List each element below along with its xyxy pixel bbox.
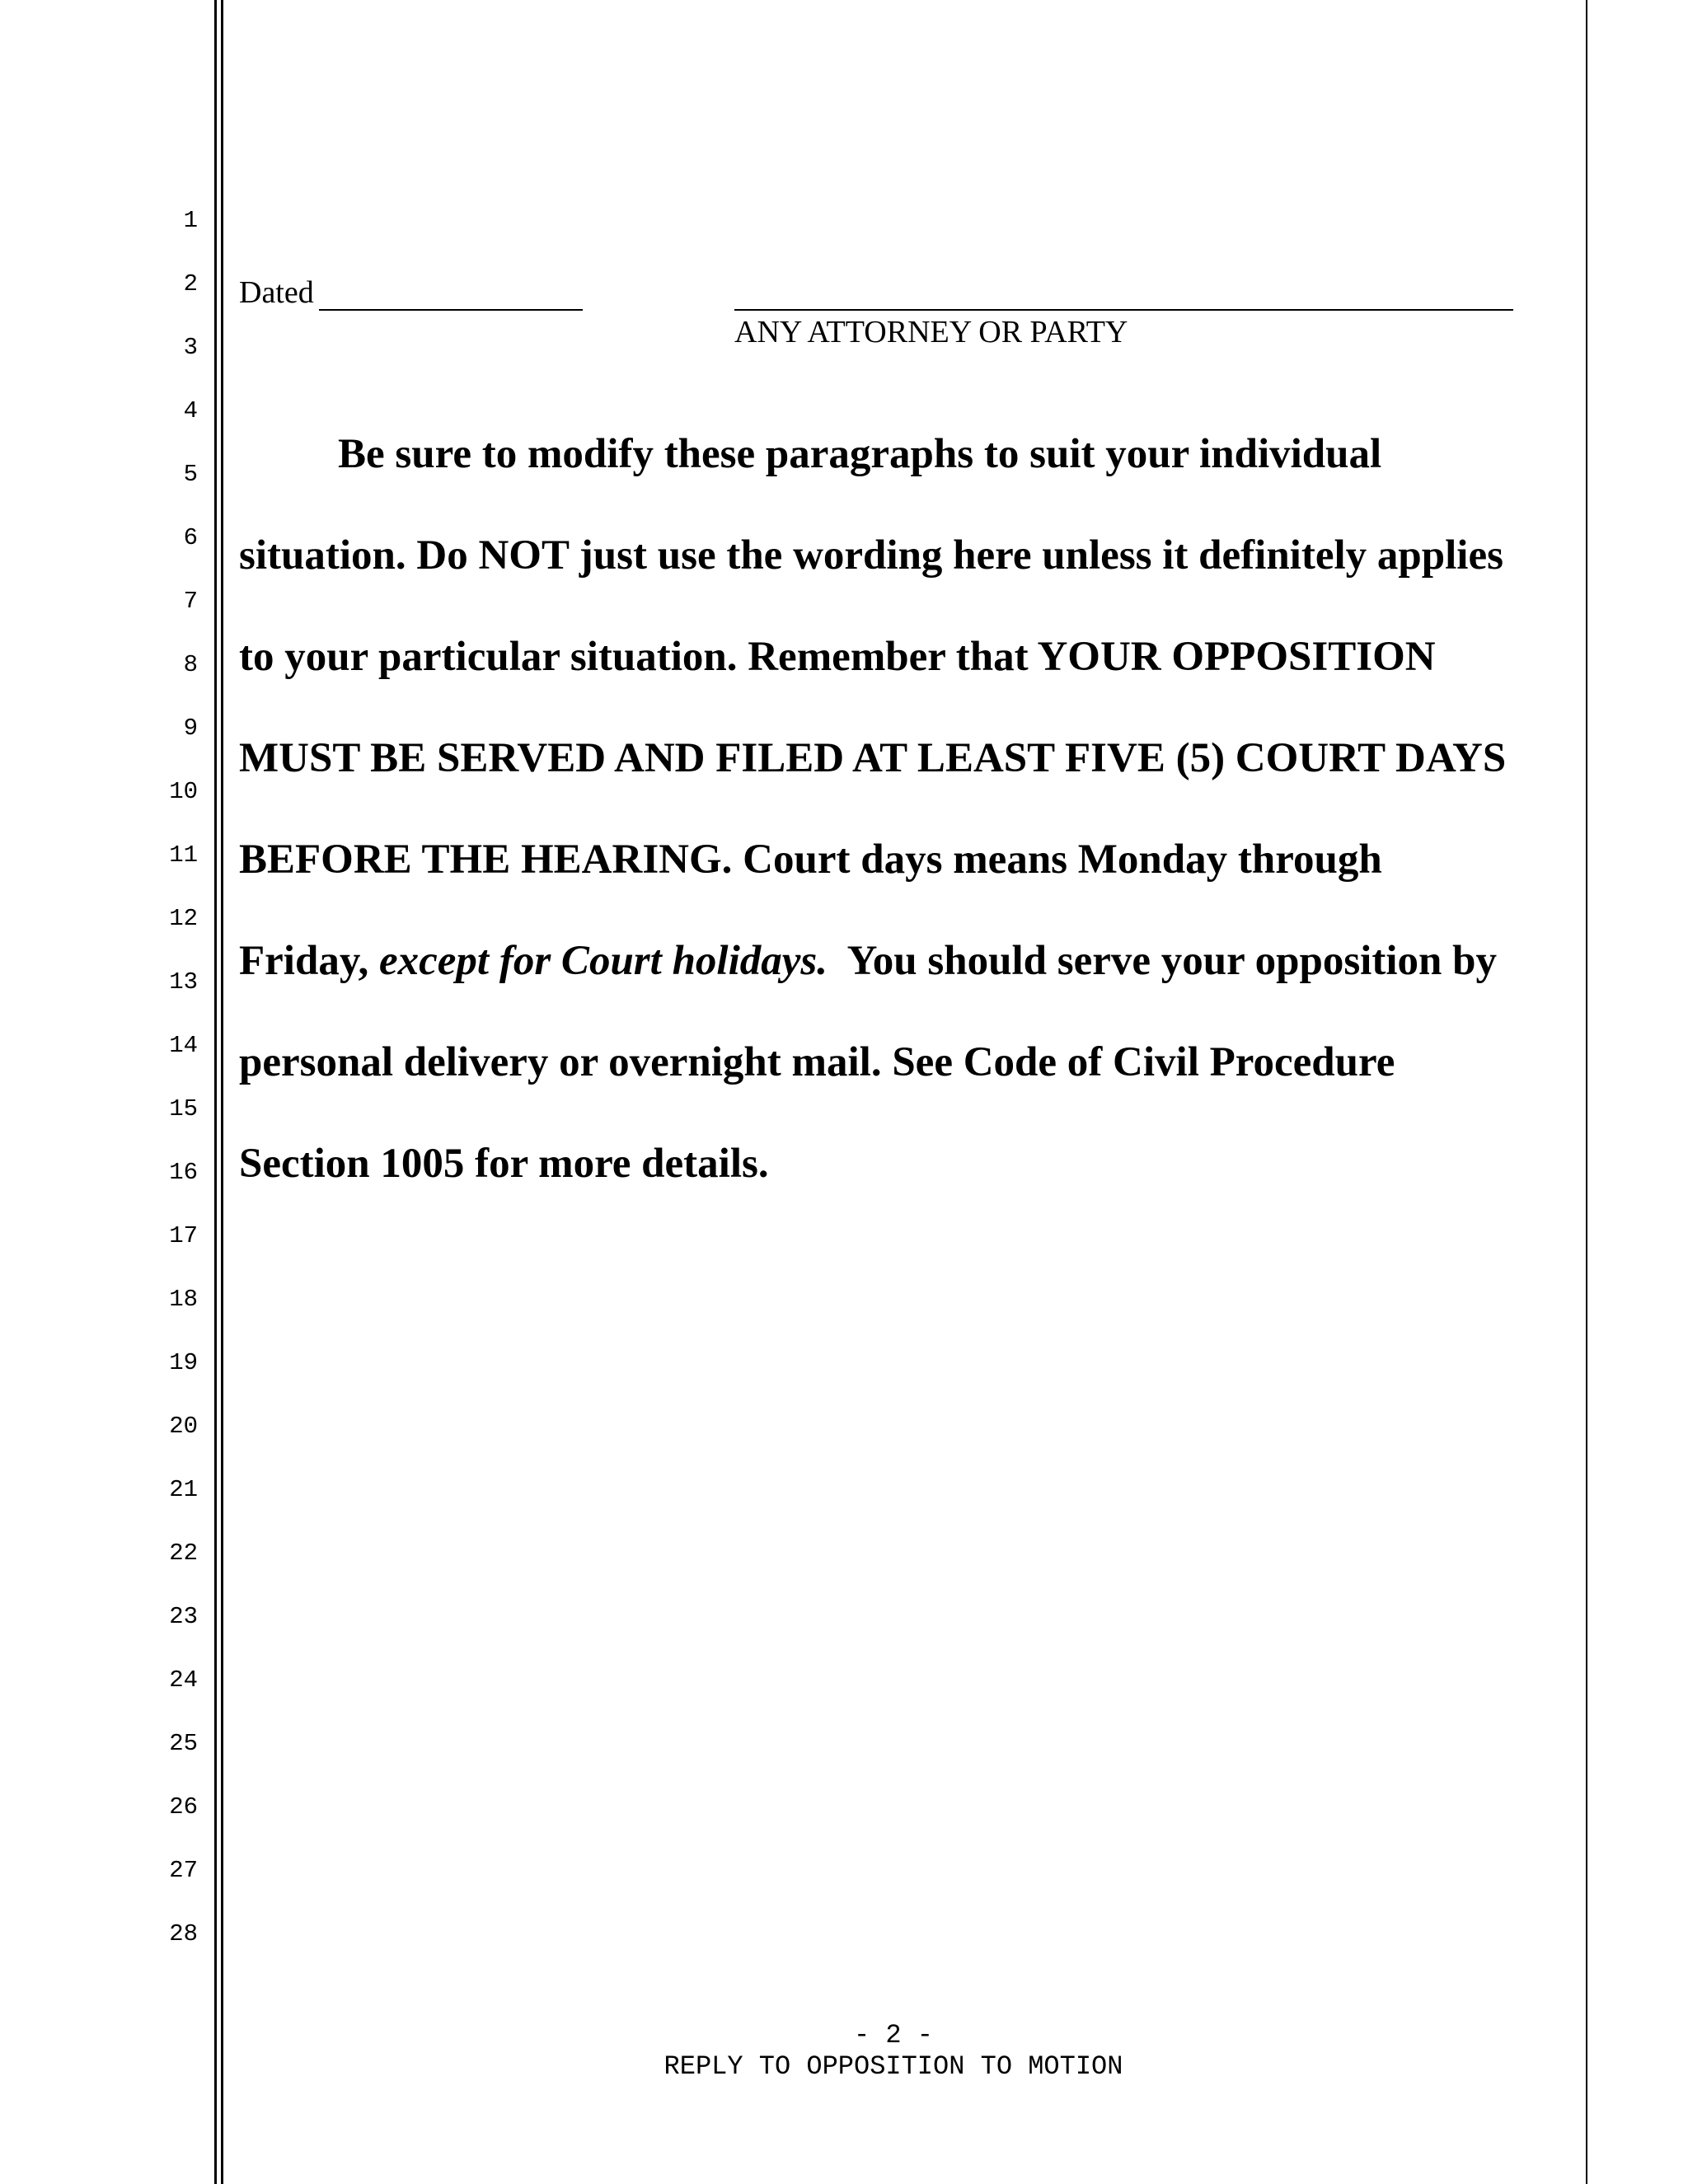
line-number: 3 <box>183 334 198 361</box>
line-number: 1 <box>183 207 198 234</box>
paragraph-text: You should serve your opposition by <box>828 938 1497 984</box>
line-number: 25 <box>169 1730 198 1757</box>
line-number: 27 <box>169 1857 198 1884</box>
left-margin-rule-outer <box>214 0 217 2184</box>
dated-label: Dated <box>239 275 314 310</box>
paragraph-line: Section 1005 for more details. <box>239 1141 769 1187</box>
paragraph-line: situation. Do NOT just use the wording here unless it definitely applies <box>239 532 1503 579</box>
line-number: 2 <box>183 270 198 298</box>
left-margin-rule-inner <box>221 0 223 2184</box>
paragraph-text: Friday, <box>239 938 380 984</box>
line-number: 20 <box>169 1413 198 1440</box>
line-number: 17 <box>169 1222 198 1249</box>
line-number: 19 <box>169 1349 198 1376</box>
line-number: 21 <box>169 1476 198 1503</box>
line-number: 24 <box>169 1666 198 1694</box>
line-number: 26 <box>169 1793 198 1821</box>
line-number: 28 <box>169 1920 198 1947</box>
signer-label: ANY ATTORNEY OR PARTY <box>734 315 1128 349</box>
line-number: 11 <box>169 841 198 869</box>
line-number: 14 <box>169 1032 198 1059</box>
paragraph-line: BEFORE THE HEARING. Court days means Monday through <box>239 837 1382 883</box>
line-number: 23 <box>169 1603 198 1630</box>
paragraph-line: MUST BE SERVED AND FILED AT LEAST FIVE (5) COURT DAYS <box>239 735 1507 781</box>
line-number: 15 <box>169 1095 198 1122</box>
line-number: 12 <box>169 905 198 932</box>
paragraph-line: personal delivery or overnight mail. See Code of Civil Procedure <box>239 1039 1395 1085</box>
line-number: 6 <box>183 524 198 551</box>
line-number: 7 <box>183 588 198 615</box>
paragraph-line: to your particular situation. Remember that YOUR OPPOSITION <box>239 634 1436 680</box>
line-number: 18 <box>169 1286 198 1313</box>
date-blank-line <box>319 309 583 311</box>
line-number: 13 <box>169 968 198 996</box>
line-number: 10 <box>169 778 198 805</box>
signature-blank-line <box>734 309 1513 311</box>
line-number: 16 <box>169 1159 198 1186</box>
line-number: 9 <box>183 715 198 742</box>
line-number: 5 <box>183 461 198 488</box>
line-number: 22 <box>169 1540 198 1567</box>
footer-page-number: - 2 - <box>853 2020 933 2050</box>
paragraph-line: Be sure to modify these paragraphs to suit your individual <box>338 431 1382 477</box>
line-number: 4 <box>183 397 198 424</box>
right-margin-rule <box>1586 0 1587 2184</box>
line-number: 8 <box>183 651 198 678</box>
paragraph-line <box>239 936 1497 986</box>
paragraph-emphasis: except for Court holidays. <box>379 938 828 984</box>
footer-document-title: REPLY TO OPPOSITION TO MOTION <box>663 2051 1123 2082</box>
